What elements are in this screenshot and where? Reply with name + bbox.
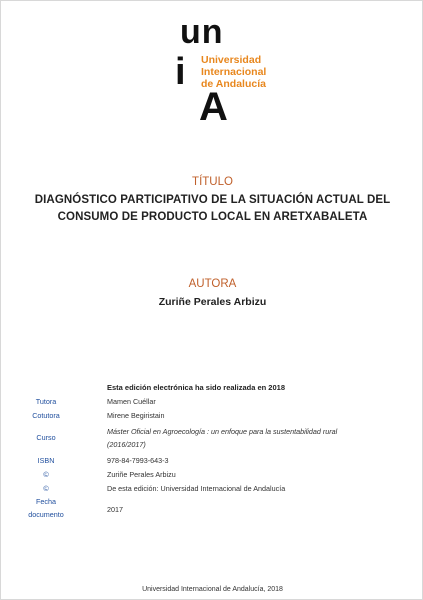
title-label: TÍTULO — [192, 176, 233, 188]
meta-row-fecha — [1, 497, 423, 523]
author-label: AUTORA — [188, 278, 237, 290]
footer-text: Universidad Internacional de Andalucía, 2018 — [142, 586, 283, 593]
meta-row-curso — [1, 427, 423, 453]
meta-val-isbn: 978-84-7993-643-3 — [107, 456, 169, 465]
meta-val-curso-1-text: Máster Oficial en Agroecología : un enfoque para la sustentabilidad rural — [107, 427, 338, 436]
meta-val-copyright-2: De esta edición: Universidad Internacional de Andalucía — [107, 484, 286, 493]
meta-key-copyright-1: © — [43, 470, 49, 479]
edition-note: Esta edición electrónica ha sido realizada en 2018 — [107, 383, 285, 392]
meta-key-copyright-2: © — [43, 484, 49, 493]
logo-line-2: Internacional — [201, 66, 267, 78]
meta-val-cotutora: Mirene Begiristain — [107, 411, 165, 420]
author-name: Zuriñe Perales Arbizu — [158, 296, 267, 308]
meta-val-tutora: Mamen Cuéllar — [107, 397, 156, 406]
unia-logo — [171, 13, 281, 129]
meta-key-curso: Curso — [36, 433, 56, 442]
meta-val-fecha: 2017 — [107, 505, 123, 514]
logo-A: A — [199, 85, 228, 129]
title-line-1: DIAGNÓSTICO PARTICIPATIVO DE LA SITUACIÓN ACTUAL DEL — [34, 194, 391, 206]
meta-key-tutora: Tutora — [35, 397, 57, 406]
meta-key-cotutora: Cotutora — [32, 411, 60, 420]
meta-val-curso-2-text: (2016/2017) — [107, 440, 146, 449]
meta-val-curso-2 — [107, 440, 146, 449]
logo-line-3: de Andalucía — [201, 78, 266, 90]
meta-val-curso-1 — [107, 427, 337, 436]
logo-un: un — [180, 13, 224, 51]
meta-key-isbn: ISBN — [37, 456, 55, 465]
title-line-2: CONSUMO DE PRODUCTO LOCAL EN ARETXABALETA — [57, 211, 368, 223]
meta-key-fecha-1: Fecha — [36, 497, 56, 506]
logo-i: i — [175, 51, 186, 93]
meta-key-fecha-2: documento — [28, 510, 64, 519]
logo-line-1: Universidad — [201, 54, 262, 66]
meta-val-copyright-1: Zuriñe Perales Arbizu — [107, 470, 176, 479]
